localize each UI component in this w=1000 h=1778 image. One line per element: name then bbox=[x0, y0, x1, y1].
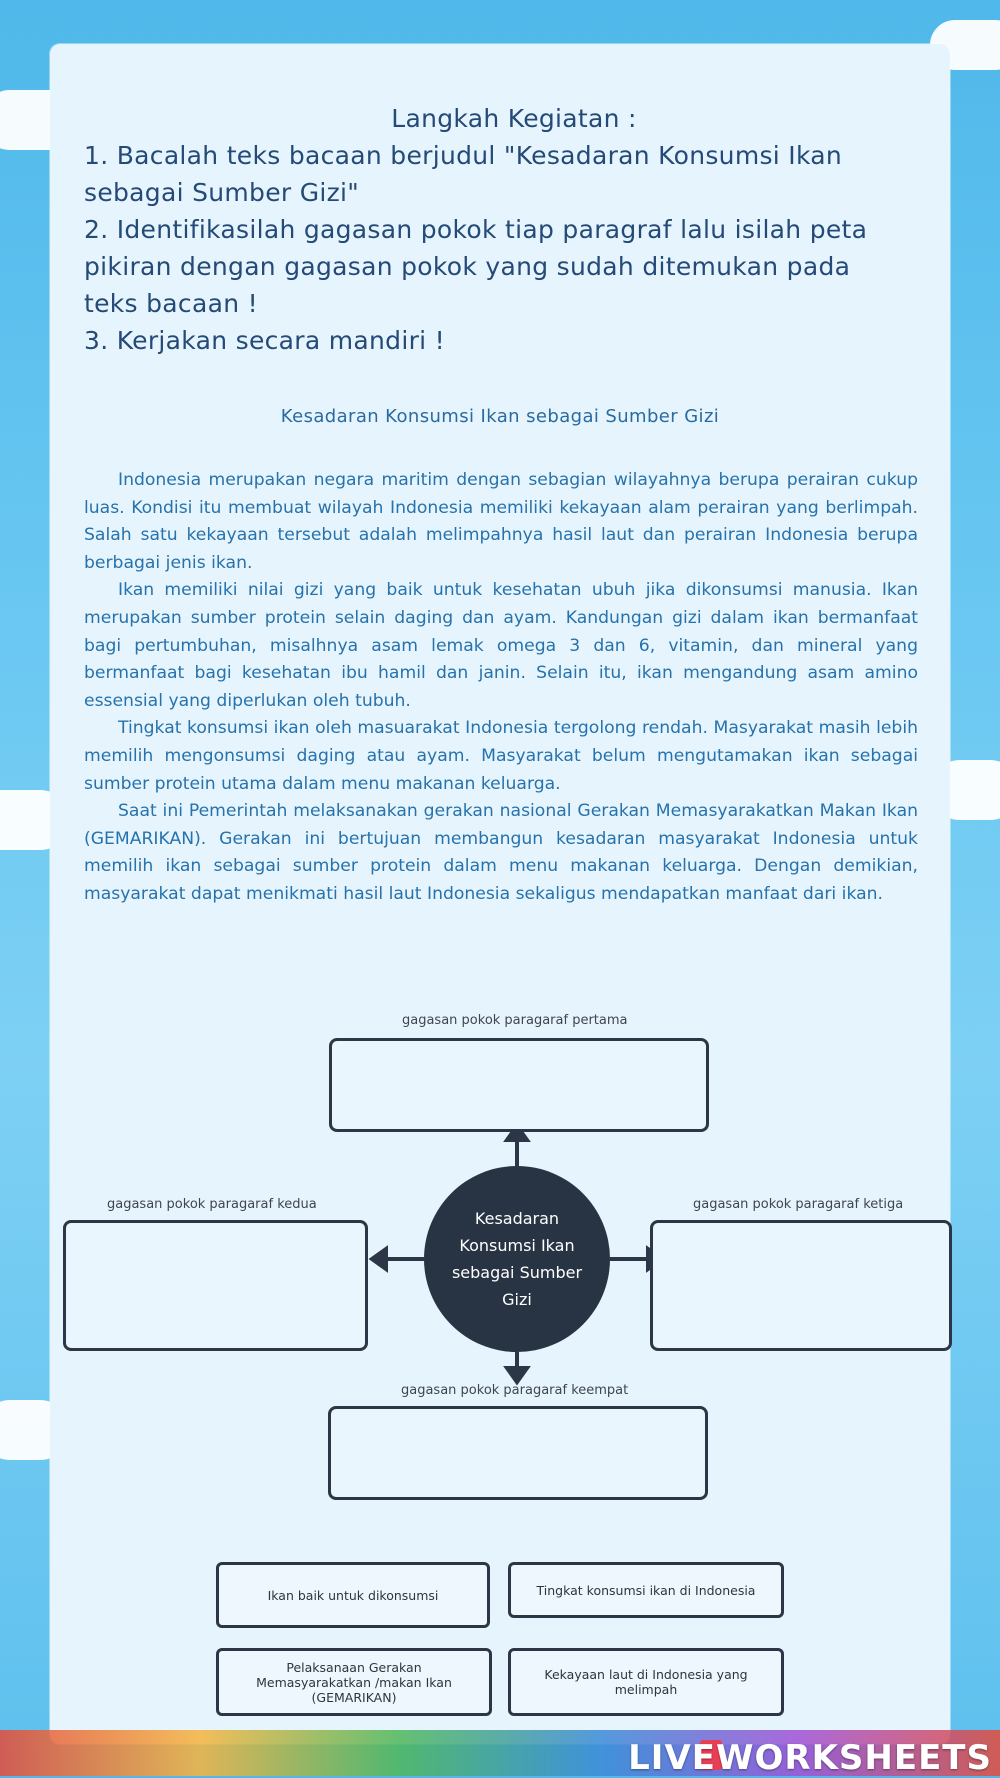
mindmap-center bbox=[424, 1166, 610, 1352]
option-chip[interactable]: Tingkat konsumsi ikan di Indonesia bbox=[508, 1562, 784, 1618]
label-first: gagasan pokok paragaraf pertama bbox=[402, 1013, 628, 1028]
option-chip[interactable]: Kekayaan laut di Indonesia yang melimpah bbox=[508, 1648, 784, 1716]
reading-text bbox=[84, 467, 918, 909]
instruction-step: 2. Identifikasilah gagasan pokok tiap paragraf lalu isilah peta pikiran dengan gagasan pokok yang sudah ditemukan pada teks bacaan ! bbox=[84, 215, 868, 318]
instructions bbox=[84, 100, 904, 359]
answer-box-third[interactable] bbox=[650, 1220, 952, 1351]
answer-box-fourth[interactable] bbox=[328, 1406, 708, 1500]
answer-box-second[interactable] bbox=[63, 1220, 368, 1351]
center-label: Kesadaran Konsumsi Ikan sebagai Sumber Gizi bbox=[451, 1209, 583, 1309]
instructions-heading: Langkah Kegiatan : bbox=[391, 104, 637, 133]
paragraph: Ikan memiliki nilai gizi yang baik untuk kesehatan ubuh jika dikonsumsi manusia. Ikan merupakan sumber protein selain daging dan ayam. Kandungan gizi dalam ikan bermanfaat bagi pertumbuhan, misalhnya asam lemak omega 3 dan 6, vitamin, dan mineral yang bermanfaat bagi kesehatan ibu hamil dan janin. Selain itu, ikan mengandung asam amino essensial yang diperlukan oleh tubuh. bbox=[84, 580, 918, 711]
brand-text: LIVEWORKSHEETS bbox=[628, 1738, 992, 1778]
reading-title: Kesadaran Konsumsi Ikan sebagai Sumber Gizi bbox=[280, 406, 720, 427]
paragraph: Saat ini Pemerintah melaksanakan gerakan nasional Gerakan Memasyarakatkan Makan Ikan (GEMARIKAN). Gerakan ini bertujuan membangun kesadaran masyarakat Indonesia untuk memilih ikan sebagai sumber protein dalam menu makanan keluarga. Dengan demikian, masyarakat dapat menikmati hasil laut Indonesia sekaligus mendapatkan manfaat dari ikan. bbox=[84, 801, 918, 904]
label-second: gagasan pokok paragaraf kedua bbox=[107, 1197, 317, 1212]
label-fourth: gagasan pokok paragaraf keempat bbox=[401, 1383, 629, 1398]
option-chip[interactable]: Ikan baik untuk dikonsumsi bbox=[216, 1562, 490, 1628]
label-third: gagasan pokok paragaraf ketiga bbox=[693, 1197, 904, 1212]
option-chip[interactable]: Pelaksanaan Gerakan Memasyarakatkan /makan Ikan (GEMARIKAN) bbox=[216, 1648, 492, 1716]
paragraph: Indonesia merupakan negara maritim dengan sebagian wilayahnya berupa perairan cukup luas. Kondisi itu membuat wilayah Indonesia memiliki kekayaan alam perairan yang berlimpah. Salah satu kekayaan tersebut adalah melimpahnya hasil laut dan perairan Indonesia berupa berbagai jenis ikan. bbox=[84, 470, 918, 573]
answer-box-first[interactable] bbox=[329, 1038, 709, 1132]
instruction-step: 1. Bacalah teks bacaan berjudul "Kesadaran Konsumsi Ikan sebagai Sumber Gizi" bbox=[84, 141, 843, 207]
paragraph: Tingkat konsumsi ikan oleh masuarakat Indonesia tergolong rendah. Masyarakat masih lebih memilih mengonsumsi daging atau ayam. Masyarakat belum mengutamakan ikan sebagai sumber protein utama dalam menu makanan keluarga. bbox=[84, 718, 918, 794]
instruction-step: 3. Kerjakan secara mandiri ! bbox=[84, 326, 445, 355]
